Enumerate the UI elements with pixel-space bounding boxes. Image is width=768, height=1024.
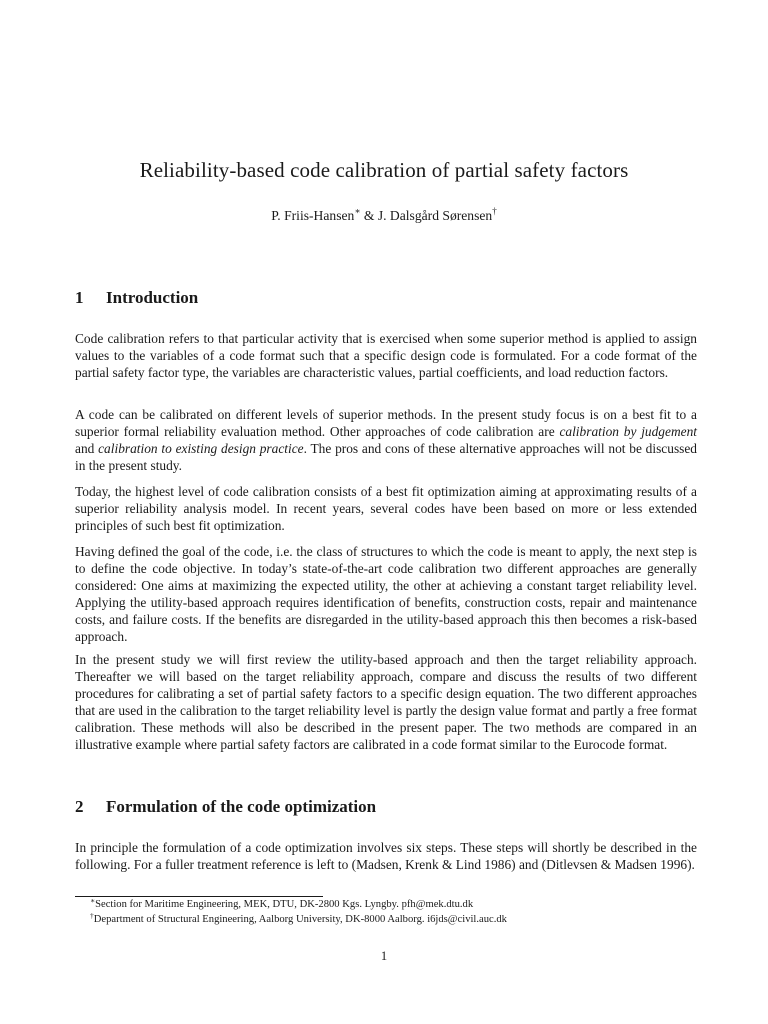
author-name: P. Friis-Hansen: [271, 208, 355, 223]
paper-title: Reliability-based code calibration of partial safety factors: [139, 158, 629, 182]
section-number: 1: [75, 288, 84, 307]
paragraph: In the present study we will first review the utility-based approach and then the target reliability approach. Thereafter we will based on the target reliability approach, compare and discuss the results of two different procedures for calibrating a set of partial safety factors to a specific design equation. The two different approaches that are used in the calibration to the target reliability level is partly the design value format and partly a free format calibration. These methods will also be described in the present paper. The two methods are compared in an illustrative example where partial safety factors are calibrated in a code format similar to the Eurocode format.: [75, 652, 697, 752]
footnote-text: Department of Structural Engineering, Aalborg University, DK-8000 Aalborg. i6jds@civil.auc.dk: [93, 914, 507, 925]
paragraph: Having defined the goal of the code, i.e. the class of structures to which the code is meant to apply, the next step is to define the code objective. In today’s state-of-the-art code calibration two different approaches are generally considered: One aims at maximizing the expected utility, the other at achieving a constant target reliability level. Applying the utility-based approach requires identification of benefits, construction costs, repair and maintenance costs, and failure costs. If the benefits are disregarded in the utility-based approach this then becomes a risk-based approach.: [75, 544, 697, 644]
paragraph: In principle the formulation of a code optimization involves six steps. These steps will shortly be described in the following. For a fuller treatment reference is left to (Madsen, Krenk & Lind 1986) and (Ditlevsen & Madsen 1996).: [75, 840, 697, 872]
footnote: [90, 898, 473, 911]
paragraph-text: . The pros and cons of these alternative approaches will not be discussed in the present study.: [75, 441, 698, 473]
footnote-marker: †: [90, 911, 94, 920]
footnote-text: Section for Maritime Engineering, MEK, DTU, DK-2800 Kgs. Lyngby. pfh@mek.dtu.dk: [95, 899, 474, 910]
footnote-marker: †: [492, 206, 497, 216]
section-heading-formulation: [75, 797, 376, 817]
paragraph-text: and: [75, 441, 99, 456]
paragraph: [75, 406, 697, 474]
section-number: 2: [75, 797, 84, 816]
author-name: J. Dalsgård Sørensen: [377, 208, 493, 223]
footnote-marker: ∗: [354, 206, 361, 216]
paragraph: Today, the highest level of code calibration consists of a best fit optimization aiming at approximating results of a superior reliability analysis model. In recent years, several codes have been based on more or less extended principles of such best fit optimization.: [75, 484, 697, 533]
emphasized-term: calibration by judgement: [559, 424, 697, 439]
footnote: [90, 913, 507, 926]
paragraph: Code calibration refers to that particular activity that is exercised when some superior method is applied to assign values to the variables of a code format such that a specific design code is formulated. For a code format of the partial safety factor type, the variables are characteristic values, partial coefficients, and load reduction factors.: [75, 331, 697, 380]
footnote-divider: [75, 896, 323, 897]
author-conjunction: &: [360, 208, 378, 223]
footnote-marker: ∗: [90, 896, 96, 905]
emphasized-term: calibration to existing design practice: [98, 441, 304, 456]
author-line: [0, 208, 768, 224]
paragraph-text: A code can be calibrated on different levels of superior methods. In the present study focus is on a best fit to a superior formal reliability evaluation method. Other approaches of code calibration are: [75, 407, 697, 439]
page-number: 1: [380, 949, 388, 963]
section-title: Formulation of the code optimization: [106, 797, 377, 816]
section-heading-introduction: [75, 288, 198, 308]
section-title: Introduction: [106, 288, 199, 307]
